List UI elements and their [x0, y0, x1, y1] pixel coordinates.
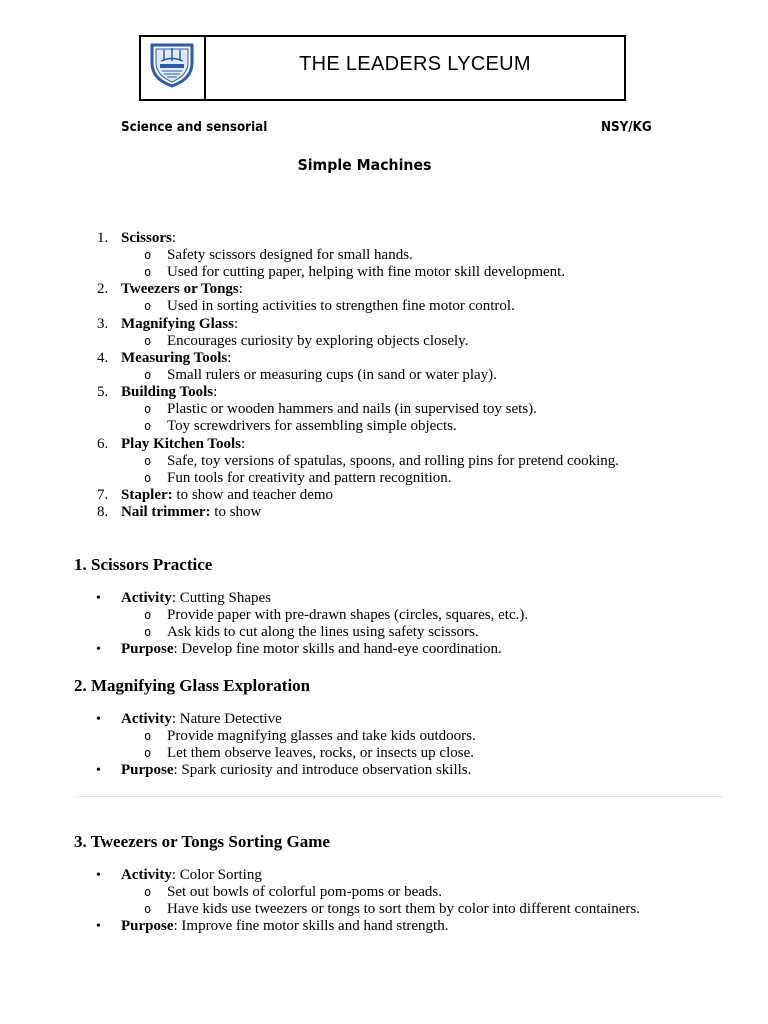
- sub-item-text: Safe, toy versions of spatulas, spoons, and rolling pins for pretend cooking.: [167, 453, 620, 469]
- purpose-label: Purpose: [121, 762, 174, 778]
- bullet-icon: •: [96, 712, 101, 727]
- sub-item-text: Safety scissors designed for small hands.: [167, 247, 413, 263]
- tool-name: Building Tools: [121, 384, 214, 400]
- sub-item-text: Encourages curiosity by exploring objects closely.: [167, 333, 469, 349]
- sub-bullet-icon: o: [144, 729, 152, 743]
- purpose-label: Purpose: [121, 641, 174, 657]
- bullet-icon: •: [96, 919, 101, 934]
- list-number: 5.: [97, 384, 109, 400]
- sub-bullet-icon: o: [144, 419, 152, 433]
- school-name: THE LEADERS LYCEUM: [299, 53, 531, 75]
- sub-item-text: Set out bowls of colorful pom-poms or beads.: [167, 884, 442, 900]
- list-number: 4.: [97, 350, 109, 366]
- sub-bullet-icon: o: [144, 625, 152, 639]
- list-number: 2.: [97, 281, 109, 297]
- logo-cell: [141, 37, 206, 99]
- bullet-icon: •: [96, 868, 101, 883]
- sub-bullet-icon: o: [144, 902, 152, 916]
- sub-item-text: Small rulers or measuring cups (in sand or water play).: [167, 367, 497, 383]
- tool-suffix: :: [213, 384, 218, 400]
- tool-suffix: :: [238, 281, 243, 297]
- sub-bullet-icon: o: [144, 368, 152, 382]
- section-heading: 2. Magnifying Glass Exploration: [74, 676, 311, 695]
- list-number: 3.: [97, 316, 109, 332]
- bullet-icon: •: [96, 591, 101, 606]
- header-table: [139, 35, 626, 101]
- activity-text: : Nature Detective: [171, 711, 282, 727]
- sub-item-text: Ask kids to cut along the lines using safety scissors.: [167, 624, 479, 640]
- sub-bullet-icon: o: [144, 608, 152, 622]
- sub-bullet-icon: o: [144, 334, 152, 348]
- list-number: 7.: [97, 487, 109, 503]
- sub-item-text: Toy screwdrivers for assembling simple objects.: [167, 418, 457, 434]
- sub-item-text: Fun tools for creativity and pattern recognition.: [167, 470, 452, 486]
- sub-item-text: Provide paper with pre-drawn shapes (circles, squares, etc.).: [167, 607, 529, 623]
- section-heading: 1. Scissors Practice: [74, 555, 213, 574]
- activity-label: Activity: [121, 711, 172, 727]
- sub-item-text: Have kids use tweezers or tongs to sort them by color into different containers.: [167, 901, 640, 917]
- sub-bullet-icon: o: [144, 454, 152, 468]
- sub-item-text: Provide magnifying glasses and take kids outdoors.: [167, 728, 476, 744]
- tool-name: Nail trimmer:: [121, 504, 211, 520]
- tool-suffix: :: [227, 350, 232, 366]
- sub-bullet-icon: o: [144, 265, 152, 279]
- document-title: Simple Machines: [297, 156, 432, 174]
- sub-item-text: Used in sorting activities to strengthen fine motor control.: [167, 298, 515, 314]
- tool-suffix: to show: [210, 504, 262, 520]
- tool-name: Play Kitchen Tools: [121, 436, 242, 452]
- section-heading: 3. Tweezers or Tongs Sorting Game: [74, 832, 330, 851]
- sub-item-text: Plastic or wooden hammers and nails (in supervised toy sets).: [167, 401, 537, 417]
- grade-label: NSY/KG: [601, 120, 652, 135]
- sub-bullet-icon: o: [144, 471, 152, 485]
- sub-bullet-icon: o: [144, 248, 152, 262]
- sub-bullet-icon: o: [144, 746, 152, 760]
- sub-bullet-icon: o: [144, 885, 152, 899]
- purpose-text: : Develop fine motor skills and hand-eye coordination.: [173, 641, 502, 657]
- sub-bullet-icon: o: [144, 402, 152, 416]
- tool-name: Magnifying Glass: [121, 316, 234, 332]
- tool-suffix: :: [233, 316, 239, 332]
- activity-label: Activity: [121, 867, 172, 883]
- sub-item-text: Let them observe leaves, rocks, or insects up close.: [167, 745, 474, 761]
- sub-item-text: Used for cutting paper, helping with fine motor skill development.: [167, 264, 566, 280]
- tool-name: Measuring Tools: [121, 350, 228, 366]
- tool-name: Stapler:: [121, 487, 173, 503]
- bullet-icon: •: [96, 642, 101, 657]
- activity-text: : Cutting Shapes: [171, 590, 271, 606]
- list-number: 8.: [97, 504, 109, 520]
- sub-bullet-icon: o: [144, 299, 152, 313]
- subject-label: Science and sensorial: [121, 120, 268, 135]
- school-crest-logo: [147, 39, 197, 89]
- activity-label: Activity: [121, 590, 172, 606]
- horizontal-rule: [74, 796, 724, 797]
- list-number: 6.: [97, 436, 109, 452]
- tool-name: Scissors: [121, 230, 172, 246]
- tool-suffix: :: [241, 436, 246, 452]
- tool-name: Tweezers or Tongs: [121, 281, 239, 297]
- purpose-label: Purpose: [121, 918, 174, 934]
- purpose-text: : Spark curiosity and introduce observation skills.: [173, 762, 472, 778]
- activity-text: : Color Sorting: [171, 867, 262, 883]
- bullet-icon: •: [96, 763, 101, 778]
- purpose-text: : Improve fine motor skills and hand strength.: [173, 918, 449, 934]
- tool-suffix: :: [171, 230, 177, 246]
- tool-suffix: to show and teacher demo: [172, 487, 334, 503]
- list-number: 1.: [97, 230, 109, 246]
